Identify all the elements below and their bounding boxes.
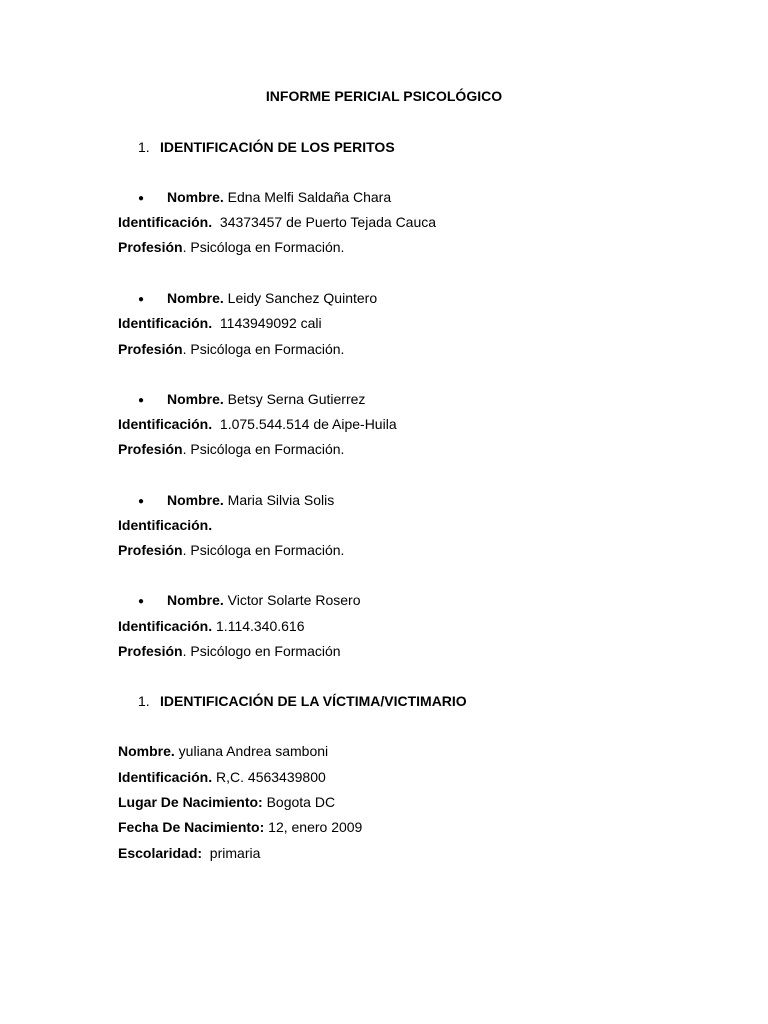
nombre-label: Nombre. bbox=[167, 492, 224, 508]
nombre-value: Maria Silvia Solis bbox=[223, 492, 335, 508]
section-title: IDENTIFICACIÓN DE LOS PERITOS bbox=[160, 139, 395, 155]
bullet-icon: ● bbox=[138, 596, 145, 607]
escolaridad-value: primaria bbox=[202, 845, 261, 861]
identificacion-value: 1.114.340.616 bbox=[212, 618, 305, 634]
victima-fecha-line bbox=[118, 818, 362, 836]
section-title: IDENTIFICACIÓN DE LA VÍCTIMA/VICTIMARIO bbox=[160, 693, 467, 709]
identificacion-label: Identificación. bbox=[118, 517, 213, 533]
perito-profesion-line bbox=[118, 238, 344, 256]
nombre-value: Victor Solarte Rosero bbox=[223, 592, 361, 608]
profesion-value: . Psicóloga en Formación. bbox=[182, 441, 345, 457]
identificacion-label: Identificación. bbox=[118, 214, 213, 230]
section-heading-peritos bbox=[138, 138, 395, 156]
perito-name-line bbox=[138, 491, 334, 511]
perito-id-line bbox=[118, 617, 305, 635]
document-title: INFORME PERICIAL PSICOLÓGICO bbox=[265, 88, 503, 104]
profesion-value: . Psicólogo en Formación bbox=[182, 643, 341, 659]
identificacion-label: Identificación. bbox=[118, 416, 213, 432]
perito-name-line bbox=[138, 188, 391, 208]
perito-id-line bbox=[118, 213, 436, 231]
section-number: 1. bbox=[138, 139, 150, 155]
profesion-value: . Psicóloga en Formación. bbox=[182, 542, 345, 558]
nombre-value: Betsy Serna Gutierrez bbox=[223, 391, 366, 407]
perito-name-line bbox=[138, 591, 361, 611]
victima-nombre-line bbox=[118, 742, 328, 760]
profesion-label: Profesión bbox=[118, 542, 183, 558]
nombre-label: Nombre. bbox=[118, 743, 175, 759]
perito-profesion-line bbox=[118, 642, 341, 660]
perito-profesion-line bbox=[118, 440, 344, 458]
fecha-nacimiento-label: Fecha De Nacimiento: bbox=[118, 819, 265, 835]
victima-escolaridad-line bbox=[118, 844, 260, 862]
perito-profesion-line bbox=[118, 541, 344, 559]
nombre-label: Nombre. bbox=[167, 391, 224, 407]
profesion-label: Profesión bbox=[118, 341, 183, 357]
nombre-value: yuliana Andrea samboni bbox=[174, 743, 329, 759]
identificacion-label: Identificación. bbox=[118, 315, 213, 331]
perito-name-line bbox=[138, 390, 365, 410]
identificacion-value: 1143949092 cali bbox=[212, 315, 322, 331]
fecha-nacimiento-value: 12, enero 2009 bbox=[264, 819, 363, 835]
bullet-icon: ● bbox=[138, 294, 145, 305]
victima-id-line bbox=[118, 768, 326, 786]
nombre-label: Nombre. bbox=[167, 189, 224, 205]
nombre-value: Leidy Sanchez Quintero bbox=[223, 290, 378, 306]
section-number: 1. bbox=[138, 693, 150, 709]
identificacion-label: Identificación. bbox=[118, 769, 213, 785]
profesion-label: Profesión bbox=[118, 643, 183, 659]
profesion-value: . Psicóloga en Formación. bbox=[182, 239, 345, 255]
perito-name-line bbox=[138, 289, 377, 309]
perito-id-line bbox=[118, 415, 397, 433]
bullet-icon: ● bbox=[138, 496, 145, 507]
identificacion-value: 34373457 de Puerto Tejada Cauca bbox=[212, 214, 437, 230]
identificacion-label: Identificación. bbox=[118, 618, 213, 634]
perito-id-line bbox=[118, 314, 322, 332]
section-heading-victima bbox=[138, 692, 467, 710]
identificacion-value: R,C. 4563439800 bbox=[212, 769, 326, 785]
victima-lugar-line bbox=[118, 793, 335, 811]
nombre-label: Nombre. bbox=[167, 592, 224, 608]
nombre-value: Edna Melfi Saldaña Chara bbox=[223, 189, 392, 205]
profesion-value: . Psicóloga en Formación. bbox=[182, 341, 345, 357]
profesion-label: Profesión bbox=[118, 441, 183, 457]
perito-id-line bbox=[118, 516, 212, 534]
perito-profesion-line bbox=[118, 340, 344, 358]
identificacion-value: 1.075.544.514 de Aipe-Huila bbox=[212, 416, 397, 432]
nombre-label: Nombre. bbox=[167, 290, 224, 306]
lugar-nacimiento-label: Lugar De Nacimiento: bbox=[118, 794, 263, 810]
bullet-icon: ● bbox=[138, 395, 145, 406]
lugar-nacimiento-value: Bogota DC bbox=[262, 794, 336, 810]
profesion-label: Profesión bbox=[118, 239, 183, 255]
bullet-icon: ● bbox=[138, 193, 145, 204]
escolaridad-label: Escolaridad: bbox=[118, 845, 203, 861]
